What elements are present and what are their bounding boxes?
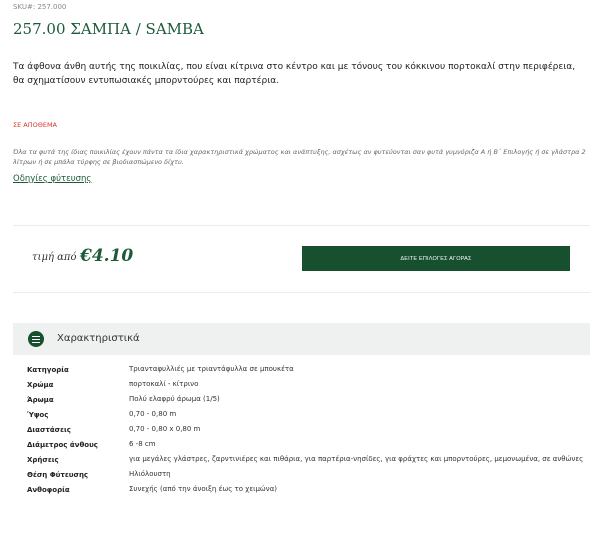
divider bbox=[13, 225, 590, 226]
spec-value: για μεγάλες γλάστρες, ζαρντινιέρες και πιθάρια, για παρτέρια-νησίδες, για φράχτες και μπορντούρες, μεμονωμένα, σε ανθώνες bbox=[129, 455, 584, 463]
characteristics-title: Χαρακτηριστικά bbox=[57, 333, 140, 344]
characteristics-table bbox=[13, 366, 590, 501]
spec-row bbox=[13, 426, 590, 435]
spec-label: Διάμετρος άνθους bbox=[27, 441, 98, 449]
spec-label: Χρήσεις bbox=[27, 456, 59, 464]
spec-label: Ανθοφορία bbox=[27, 486, 70, 494]
sku-label: SKU#: bbox=[13, 3, 36, 11]
spec-label: Κατηγορία bbox=[27, 366, 69, 374]
product-description: Τα άφθονα άνθη αυτής της ποικιλίας, που είναι κίτρινα στο κέντρο και με τόνους του κόκκινου πορτοκαλί στην περιφέρεια, θα σχηματίσουν εντυπωσιακές μπορντούρες και παρτέρια. bbox=[13, 62, 576, 86]
price-label: τιμή από bbox=[32, 252, 77, 263]
spec-value: 6 -8 cm bbox=[129, 440, 156, 448]
sku-value: 257.000 bbox=[37, 3, 67, 11]
stock-status: ΣΕ ΑΠΟΘΕΜΑ bbox=[13, 121, 58, 129]
planting-guide-link[interactable]: Οδηγίες φύτευσης bbox=[13, 174, 92, 184]
spec-row bbox=[13, 381, 590, 390]
spec-row bbox=[13, 456, 590, 465]
spec-row bbox=[13, 411, 590, 420]
spec-value: Συνεχής (από την άνοιξη έως το χειμώνα) bbox=[129, 485, 278, 493]
spec-row bbox=[13, 441, 590, 450]
spec-value: Ηλιόλουστη bbox=[129, 470, 171, 478]
spec-label: Άρωμα bbox=[27, 396, 54, 404]
variety-note: Όλα τα φυτά της ίδιας ποικιλίας έχουν πάντα τα ίδια χαρακτηριστικά χρώματος και ανάπτυξης, ασχέτως αν φυτεύονται σαν φυτά γυμνόριζα Α ή Β΄ Επιλογής ή σε γλάστρα 2 λίτρων ή σε μπάλα τύρφης σε βιοδιασπώμενο δίχτυ. bbox=[13, 148, 586, 166]
spec-label: Θέση Φύτευσης bbox=[27, 471, 89, 479]
spec-row bbox=[13, 471, 590, 480]
spec-row bbox=[13, 396, 590, 405]
spec-label: Ύψος bbox=[27, 411, 49, 419]
purchase-options-button[interactable]: ΔΕΙΤΕ ΕΠΙΛΟΓΕΣ ΑΓΟΡΑΣ bbox=[302, 246, 570, 271]
spec-label: Διαστάσεις bbox=[27, 426, 71, 434]
characteristics-header[interactable] bbox=[13, 323, 590, 355]
spec-value: Πολύ ελαφρύ άρωμα (1/5) bbox=[129, 395, 220, 403]
spec-value: πορτοκαλί - κίτρινο bbox=[129, 380, 199, 388]
sku bbox=[13, 3, 66, 11]
divider bbox=[13, 292, 590, 293]
spec-value: Τριανταφυλλιές με τριαντάφυλλα σε μπουκέτα bbox=[129, 365, 294, 373]
list-icon bbox=[28, 331, 44, 347]
spec-row bbox=[13, 486, 590, 495]
spec-label: Χρώμα bbox=[27, 381, 54, 389]
spec-row bbox=[13, 366, 590, 375]
spec-value: 0,70 - 0,80 m bbox=[129, 410, 177, 418]
price-value: €4.10 bbox=[80, 246, 134, 266]
product-title: 257.00 ΣΑΜΠΑ / SAMBA bbox=[13, 20, 204, 38]
spec-value: 0,70 - 0,80 x 0,80 m bbox=[129, 425, 201, 433]
